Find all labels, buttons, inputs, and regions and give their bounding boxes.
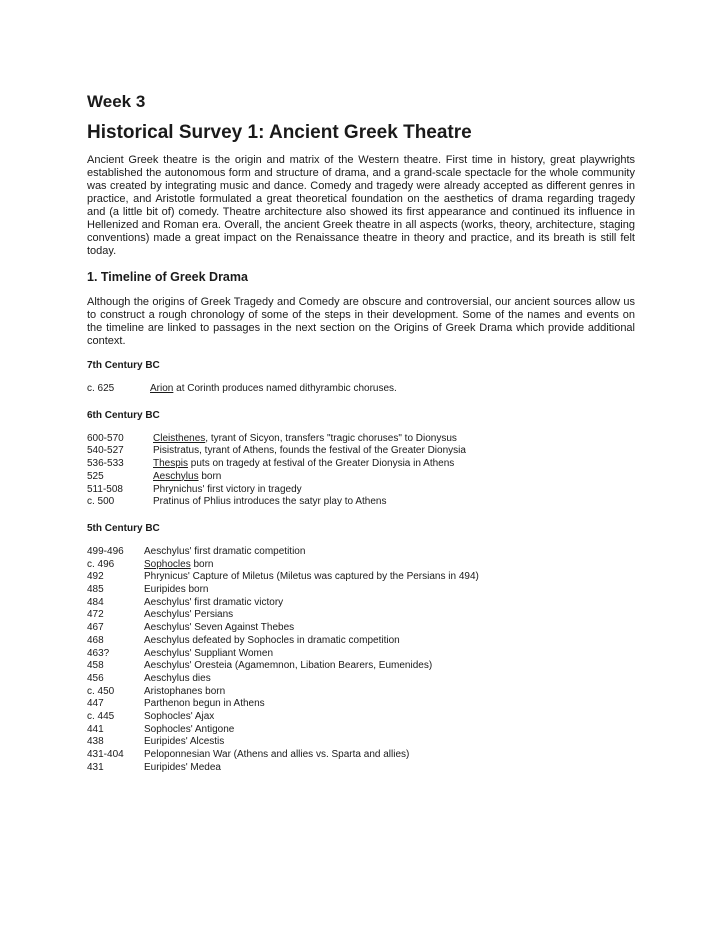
timeline-event-text: Phrynicus' Capture of Miletus (Miletus was captured by the Persians in 494) bbox=[144, 571, 479, 583]
timeline-event bbox=[144, 584, 635, 597]
century-heading-6th: 6th Century BC bbox=[87, 409, 160, 421]
timeline-event bbox=[144, 686, 635, 699]
timeline-entry bbox=[87, 458, 635, 471]
timeline-entry bbox=[87, 471, 635, 484]
timeline-event bbox=[153, 445, 635, 458]
timeline-event bbox=[144, 749, 635, 762]
timeline-event-text: Aeschylus dies bbox=[144, 672, 211, 684]
timeline-date: 499-496 bbox=[87, 545, 124, 557]
timeline-event bbox=[144, 736, 635, 749]
timeline-link[interactable]: Thespis bbox=[153, 458, 189, 470]
timeline-entry bbox=[87, 484, 635, 497]
timeline-event bbox=[144, 597, 635, 610]
timeline-event-text: Aeschylus' Seven Against Thebes bbox=[144, 622, 295, 634]
timeline-intro-paragraph: Although the origins of Greek Tragedy and Comedy are obscure and controversial, our ancient sources allow us to construct a rough chronology of some of the steps in their development. Some of the names and events on the timeline are linked to passages in the next section on the Origins of Greek Drama which provide additional context. bbox=[87, 296, 635, 347]
timeline-entry bbox=[87, 686, 635, 699]
timeline-event-text: born bbox=[190, 558, 214, 570]
timeline-date: c. 625 bbox=[87, 383, 115, 394]
timeline-entry bbox=[87, 571, 635, 584]
timeline-entry bbox=[87, 635, 635, 648]
timeline-date: 463? bbox=[87, 647, 110, 659]
timeline-date: 525 bbox=[87, 470, 104, 482]
timeline-list-5th bbox=[87, 546, 635, 775]
timeline-entry bbox=[87, 445, 635, 458]
timeline-event bbox=[153, 471, 635, 484]
timeline-event bbox=[153, 433, 635, 446]
timeline-entry bbox=[87, 546, 635, 559]
timeline-entry bbox=[87, 559, 635, 572]
timeline-event bbox=[153, 496, 635, 509]
timeline-date: 536-533 bbox=[87, 458, 124, 470]
timeline-event bbox=[144, 660, 635, 673]
timeline-event-text: at Corinth produces named dithyrambic choruses. bbox=[173, 383, 397, 394]
timeline-date: 600-570 bbox=[87, 432, 124, 444]
timeline-entry bbox=[87, 698, 635, 711]
timeline-event bbox=[144, 546, 635, 559]
section-heading-timeline: 1. Timeline of Greek Drama bbox=[87, 270, 248, 284]
timeline-event-text: Aeschylus' Suppliant Women bbox=[144, 647, 274, 659]
timeline-event-text: Peloponnesian War (Athens and allies vs. Sparta and allies) bbox=[144, 749, 410, 761]
timeline-entry bbox=[87, 762, 635, 775]
timeline-event bbox=[144, 635, 635, 648]
timeline-event-text: Aeschylus' first dramatic competition bbox=[144, 545, 306, 557]
timeline-event-text: puts on tragedy at festival of the Greater Dionysia in Athens bbox=[188, 458, 455, 470]
timeline-link[interactable]: Cleisthenes bbox=[153, 432, 206, 444]
timeline-event bbox=[150, 383, 635, 396]
timeline-event bbox=[144, 622, 635, 635]
timeline-date: 431 bbox=[87, 761, 104, 773]
timeline-entry bbox=[87, 584, 635, 597]
timeline-entry bbox=[87, 622, 635, 635]
timeline-event bbox=[144, 559, 635, 572]
timeline-event bbox=[153, 484, 635, 497]
timeline-event-text: Phrynichus' first victory in tragedy bbox=[153, 483, 302, 495]
document-content bbox=[87, 92, 635, 789]
timeline-date: c. 500 bbox=[87, 496, 115, 508]
timeline-event-text: Aeschylus defeated by Sophocles in dramatic competition bbox=[144, 634, 400, 646]
timeline-event-text: born bbox=[198, 470, 222, 482]
timeline-event bbox=[144, 724, 635, 737]
timeline-date: 484 bbox=[87, 596, 104, 608]
timeline-event-text: Aeschylus' Persians bbox=[144, 609, 234, 621]
page-title: Historical Survey 1: Ancient Greek Theatre bbox=[87, 122, 472, 143]
timeline-event bbox=[144, 571, 635, 584]
timeline-link[interactable]: Aeschylus bbox=[153, 470, 199, 482]
timeline-date: c. 496 bbox=[87, 558, 115, 570]
timeline-list-6th bbox=[87, 433, 635, 509]
timeline-entry bbox=[87, 660, 635, 673]
timeline-event bbox=[144, 648, 635, 661]
timeline-entry bbox=[87, 496, 635, 509]
timeline-event-text: Aristophanes born bbox=[144, 685, 226, 697]
century-heading-5th: 5th Century BC bbox=[87, 522, 160, 534]
timeline-event bbox=[144, 762, 635, 775]
timeline-date: 447 bbox=[87, 698, 104, 710]
timeline-entry bbox=[87, 673, 635, 686]
timeline-event bbox=[144, 673, 635, 686]
timeline-date: 472 bbox=[87, 609, 104, 621]
week-heading: Week 3 bbox=[87, 92, 146, 111]
timeline-date: c. 445 bbox=[87, 711, 115, 723]
timeline-date: c. 450 bbox=[87, 685, 115, 697]
timeline-entry bbox=[87, 711, 635, 724]
timeline-date: 456 bbox=[87, 672, 104, 684]
timeline-event-text: Sophocles' Ajax bbox=[144, 711, 215, 723]
timeline-event-text: Pratinus of Phlius introduces the satyr play to Athens bbox=[153, 496, 387, 508]
timeline-event bbox=[144, 609, 635, 622]
timeline-event-text: Euripides born bbox=[144, 584, 209, 596]
timeline-date: 441 bbox=[87, 723, 104, 735]
timeline-entry bbox=[87, 648, 635, 661]
timeline-link[interactable]: Sophocles bbox=[144, 558, 191, 570]
timeline-date: 511-508 bbox=[87, 483, 123, 495]
timeline-entry bbox=[87, 383, 635, 396]
timeline-date: 540-527 bbox=[87, 445, 124, 457]
timeline-list-7th bbox=[87, 383, 635, 396]
century-heading-7th: 7th Century BC bbox=[87, 360, 160, 371]
timeline-date: 485 bbox=[87, 584, 104, 596]
timeline-entry bbox=[87, 736, 635, 749]
timeline-date: 438 bbox=[87, 736, 104, 748]
timeline-event-text: Euripides' Alcestis bbox=[144, 736, 225, 748]
timeline-event-text: Parthenon begun in Athens bbox=[144, 698, 265, 710]
timeline-date: 431-404 bbox=[87, 749, 124, 761]
timeline-entry bbox=[87, 749, 635, 762]
timeline-event bbox=[153, 458, 635, 471]
timeline-entry bbox=[87, 609, 635, 622]
timeline-event-text: Aeschylus' Oresteia (Agamemnon, Libation Bearers, Eumenides) bbox=[144, 660, 433, 672]
timeline-event bbox=[144, 711, 635, 724]
timeline-entry bbox=[87, 597, 635, 610]
timeline-entry bbox=[87, 724, 635, 737]
timeline-date: 458 bbox=[87, 660, 104, 672]
timeline-event-text: Aeschylus' first dramatic victory bbox=[144, 596, 284, 608]
timeline-date: 467 bbox=[87, 622, 104, 634]
timeline-event-text: Pisistratus, tyrant of Athens, founds the festival of the Greater Dionysia bbox=[153, 445, 466, 457]
intro-paragraph: Ancient Greek theatre is the origin and matrix of the Western theatre. First time in history, great playwrights established the autonomous form and structure of drama, and a grand-scale spectacle for the whole community was created by integrating music and dance. Comedy and tragedy were already accepted as different genres in practice, and Aristotle formulated a great theoretical foundation on the aesthetics of drama regarding tragedy and (a little bit of) comedy. Theatre architecture also showed its first appearance and continued its influence in Hellenized and Roman era. Overall, the ancient Greek theatre in all aspects (works, theory, architecture, staging conventions) made a great impact on the Renaissance theatre in theory and practice, and its breath is still felt today. bbox=[87, 154, 635, 257]
timeline-event-text: Sophocles' Antigone bbox=[144, 723, 235, 735]
timeline-event bbox=[144, 698, 635, 711]
timeline-link[interactable]: Arion bbox=[150, 383, 174, 394]
timeline-entry bbox=[87, 433, 635, 446]
timeline-event-text: , tyrant of Sicyon, transfers "tragic choruses" to Dionysus bbox=[205, 432, 457, 444]
timeline-event-text: Euripides' Medea bbox=[144, 761, 221, 773]
timeline-date: 492 bbox=[87, 571, 104, 583]
timeline-date: 468 bbox=[87, 634, 104, 646]
